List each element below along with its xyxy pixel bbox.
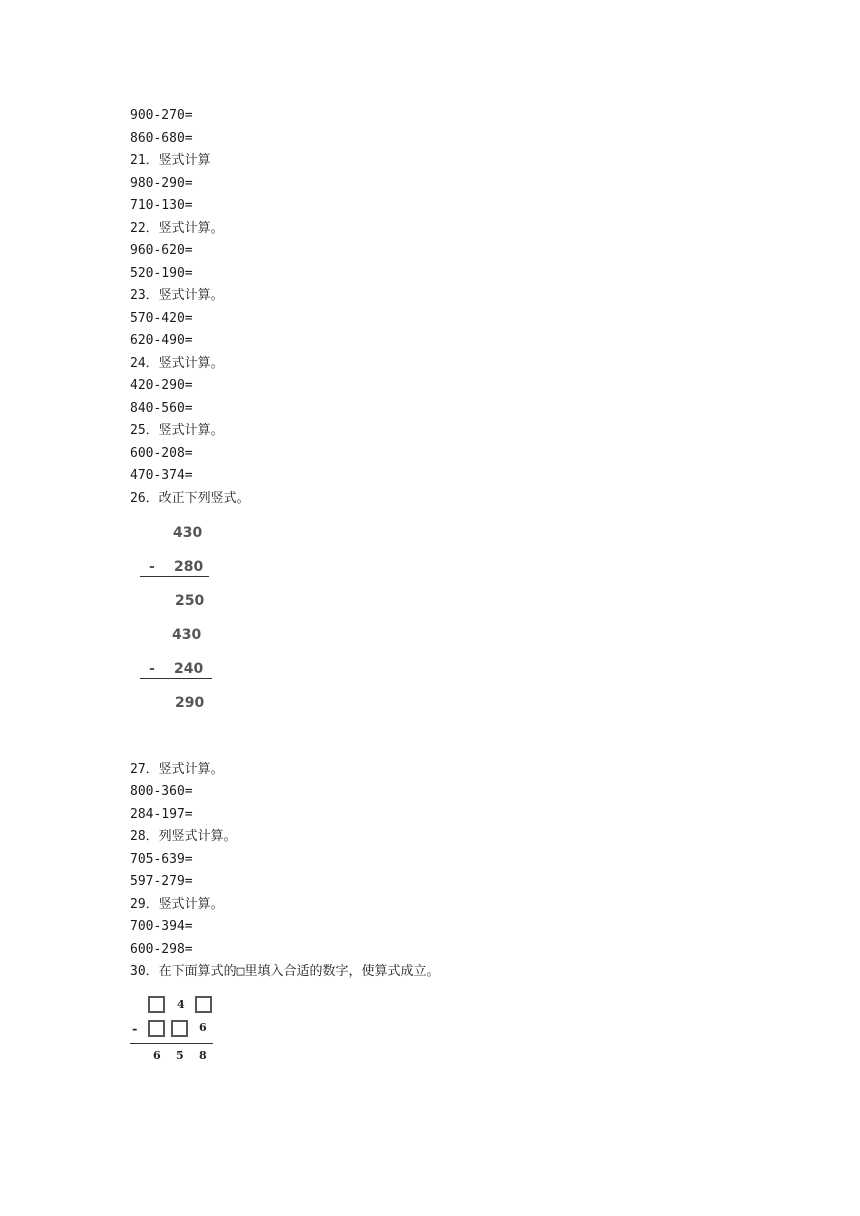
question-heading-23: 23．竖式计算。 <box>130 288 224 303</box>
equation-line: 600-298= <box>130 942 193 957</box>
blank-digit-box <box>148 996 165 1013</box>
blank-digit-box <box>148 1020 165 1037</box>
problem1-result: 250 <box>175 593 205 609</box>
equation-line: 860-680= <box>130 131 193 146</box>
result-digit: 8 <box>199 1049 207 1062</box>
minus-sign: - <box>149 559 155 575</box>
equation-line: 420-290= <box>130 378 193 393</box>
result-digit: 6 <box>153 1049 161 1062</box>
equation-line: 710-130= <box>130 198 193 213</box>
problem2-subtrahend: 240 <box>174 661 204 677</box>
equation-line: 840-560= <box>130 401 193 416</box>
equation-line: 284-197= <box>130 807 193 822</box>
equation-line: 570-420= <box>130 311 193 326</box>
question-heading-28: 28．列竖式计算。 <box>130 829 237 844</box>
blank-digit-box <box>171 1020 188 1037</box>
equation-line: 800-360= <box>130 784 193 799</box>
question-heading-26: 26．改正下列竖式。 <box>130 491 250 506</box>
problem1-subtrahend: 280 <box>174 559 204 575</box>
equation-line: 620-490= <box>130 333 193 348</box>
result-digit: 5 <box>176 1049 184 1062</box>
problem2-minuend: 430 <box>172 627 202 643</box>
equation-line: 600-208= <box>130 446 193 461</box>
equation-line: 700-394= <box>130 919 193 934</box>
equation-line: 980-290= <box>130 176 193 191</box>
equation-line: 470-374= <box>130 468 193 483</box>
question-heading-29: 29．竖式计算。 <box>130 897 224 912</box>
minus-sign: - <box>149 661 155 677</box>
equation-line: 597-279= <box>130 874 193 889</box>
equation-line: 900-270= <box>130 108 193 123</box>
equation-line: 520-190= <box>130 266 193 281</box>
equation-line: 705-639= <box>130 852 193 867</box>
blank-digit-box <box>195 996 212 1013</box>
result-rule <box>140 576 209 577</box>
question-heading-27: 27．竖式计算。 <box>130 762 224 777</box>
problem2-result: 290 <box>175 695 205 711</box>
question-heading-22: 22．竖式计算。 <box>130 221 224 236</box>
question-heading-24: 24．竖式计算。 <box>130 356 224 371</box>
question-heading-21: 21．竖式计算 <box>130 153 211 168</box>
minus-sign: - <box>132 1022 138 1037</box>
result-rule <box>140 678 212 679</box>
result-rule <box>130 1043 213 1044</box>
known-digit: 6 <box>199 1021 207 1034</box>
question-heading-30: 30．在下面算式的□里填入合适的数字，使算式成立。 <box>130 964 440 979</box>
question-heading-25: 25．竖式计算。 <box>130 423 224 438</box>
problem1-minuend: 430 <box>173 525 203 541</box>
known-digit: 4 <box>177 998 185 1011</box>
equation-line: 960-620= <box>130 243 193 258</box>
